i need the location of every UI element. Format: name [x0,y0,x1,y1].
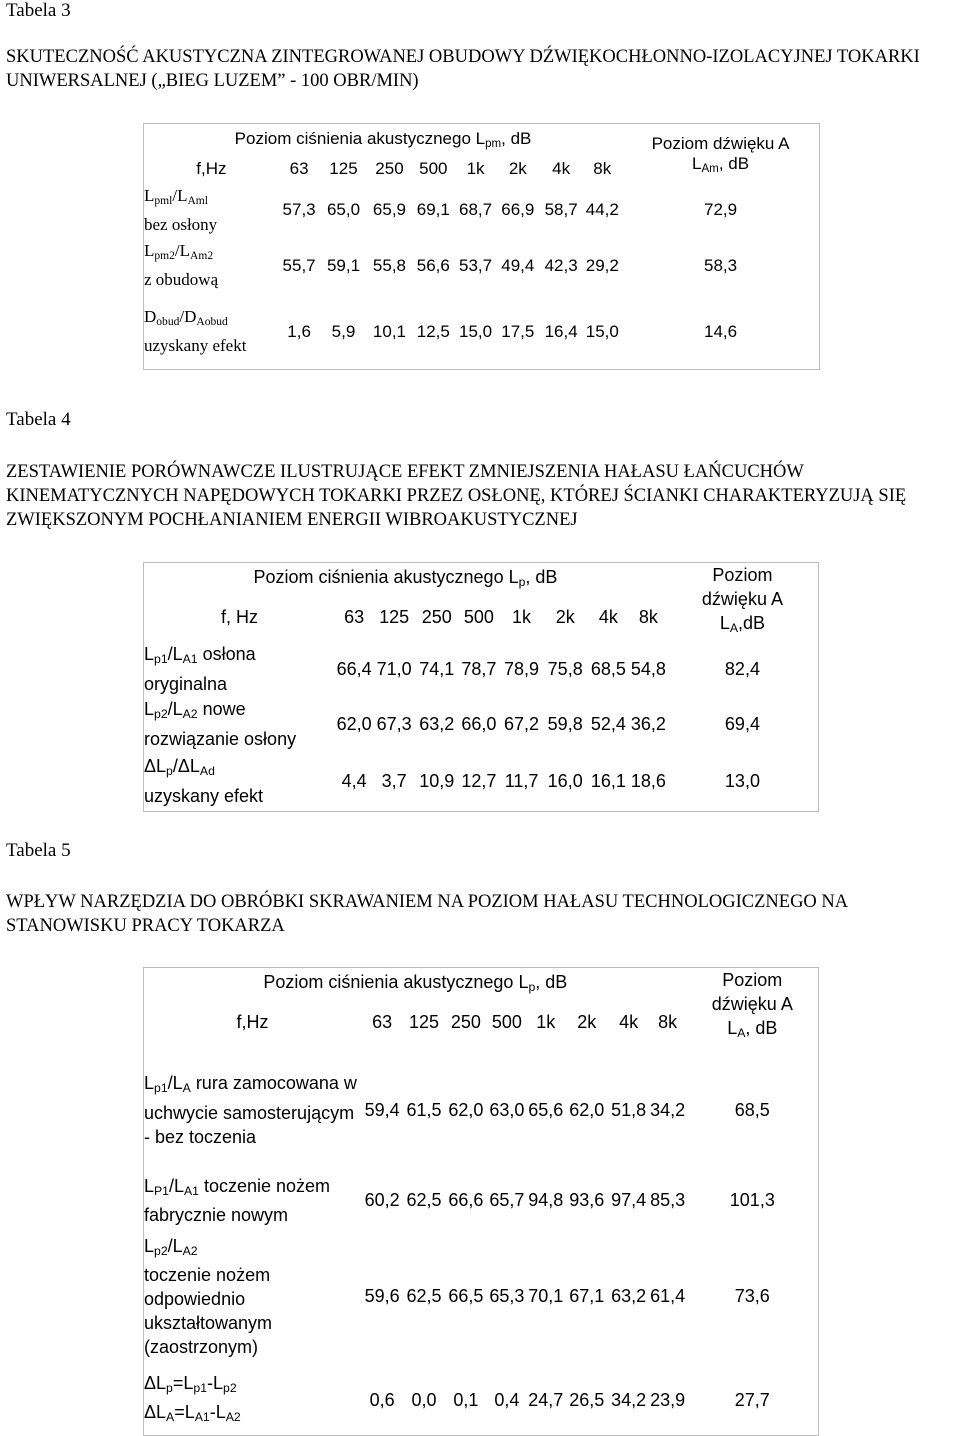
level-cell: 69,4 [724,713,760,734]
value-cell: 63,2 [419,713,455,734]
table3-group-header: Poziom ciśnienia akustycznego $L_{pm}$, dB [234,128,532,150]
value-cell: 67,2 [504,713,540,734]
row-symbol: /L [167,1073,183,1094]
value-cell: 56,6 [416,255,450,275]
freq-header: 63 [289,159,309,178]
table3-title: SKUTECZNOŚĆ AKUSTYCZNA ZINTEGROWANEJ OBUDOWY DŹWIĘKOCHŁONNO-IZOLACYJNEJ TOKARKI UNIWERSALNEJ („BIEG LUZEM” - 100 OBR/MIN) [6,47,920,91]
table-row [144,1046,818,1174]
value-cell: 11,7 [504,770,539,791]
value-cell: 93,6 [569,1190,605,1211]
row-description: uzyskany efekt [144,336,247,356]
table4-header-row [144,563,818,593]
freq-header: 500 [419,159,448,178]
value-cell: 34,2 [611,1389,647,1410]
freq-header: 2k [555,606,575,627]
freq-header: 250 [375,159,404,178]
row-header [144,1174,361,1227]
row-symbol-sub: p2 [223,1381,237,1396]
row-symbol-sub: Ad [199,764,215,779]
row-symbol: /D [179,307,197,327]
table5 [143,967,819,1436]
table-row [144,237,819,295]
table3-header-row [144,124,819,154]
value-cell: 67,3 [376,713,412,734]
row-symbol-sub: A2 [182,707,198,722]
value-cell: 66,9 [501,200,535,220]
row-description: nowe rozwiązanie osłony [144,699,297,749]
value-cell: 59,4 [364,1099,400,1120]
row-symbol-sub: A1 [184,1184,199,1199]
table4-freq-label: f, Hz [221,606,259,627]
row-symbol-sub: A1 [194,1410,210,1425]
value-cell: 24,7 [528,1389,564,1410]
value-cell: 0,6 [369,1389,395,1410]
row-description: osłona oryginalna [144,644,256,694]
value-cell: 66,5 [448,1285,484,1306]
row-symbol-sub: Aml [187,193,208,207]
freq-header: 125 [379,606,410,627]
row-symbol: -L [209,1402,226,1423]
value-cell: 15,0 [585,321,619,341]
freq-header: 4k [619,1011,639,1032]
value-cell: 70,1 [528,1285,564,1306]
row-symbol: ΔL [144,756,167,777]
value-cell: 59,6 [364,1285,400,1306]
value-cell: 36,2 [630,713,666,734]
value-cell: 55,8 [372,255,407,275]
value-cell: 62,5 [406,1190,442,1211]
table4-level-header: Poziom dźwięku A $L_A,dB$ [701,565,783,636]
value-cell: 75,8 [547,658,583,679]
value-cell: 10,9 [419,770,455,791]
freq-header: 63 [372,1011,393,1032]
value-cell: 17,5 [501,321,535,341]
value-cell: 34,2 [650,1099,686,1120]
row-description: z obudową [144,270,219,290]
table3-label: Tabela 3 [6,0,71,21]
table-row [144,1227,818,1365]
row-symbol: /L [167,1235,183,1256]
value-cell: 53,7 [459,255,493,275]
table5-level-header: Poziom dźwięku A $L_A$, dB [711,970,793,1041]
row-symbol-sub: pm2 [154,249,175,263]
row-symbol-sub: A [166,1410,175,1425]
value-cell: 68,5 [590,658,626,679]
value-cell: 29,2 [585,255,619,275]
value-cell: 23,9 [650,1389,686,1410]
value-cell: 42,3 [544,255,578,275]
table-row [144,295,819,369]
table3 [143,123,820,370]
row-header [144,237,279,295]
row-symbol: ΔL [144,1402,167,1423]
value-cell: 51,8 [611,1099,647,1120]
freq-header: 4k [552,159,571,178]
table5-group-header: Poziom ciśnienia akustycznego $L_p$, dB [263,971,568,995]
row-symbol-sub: p1 [193,1381,207,1396]
value-cell: 78,7 [461,658,497,679]
level-cell: 73,6 [734,1285,770,1306]
row-symbol: L [144,699,155,720]
row-symbol: =L [172,1373,194,1393]
row-symbol-sub: p2 [154,1243,168,1258]
value-cell: 66,0 [461,713,497,734]
value-cell: 4,4 [341,770,367,791]
freq-header: 8k [638,606,658,627]
table5-body [144,1046,818,1435]
row-header [144,1046,361,1174]
value-cell: 97,4 [611,1190,647,1211]
row-symbol-sub: A [182,1081,191,1096]
value-cell: 10,1 [372,321,407,341]
table-row [144,751,818,811]
freq-header: 1k [512,606,532,627]
table4-title: ZESTAWIENIE PORÓWNAWCZE ILUSTRUJĄCE EFEKT ZMNIEJSZENIA HAŁASU ŁAŃCUCHÓW KINEMATYCZNYCH NAPĘDOWYCH TOKARKI PRZEZ OSŁONĘ, KTÓREJ ŚCIANKI CHARAKTERYZUJĄ SIĘ ZWIĘKSZONYM POCHŁANIANIEM ENERGII WIBROAKUSTYCZNEJ [6,462,907,530]
freq-header: 63 [344,606,365,627]
level-cell: 72,9 [703,200,738,220]
row-symbol: L [144,1176,155,1196]
row-symbol-sub: A2 [225,1410,241,1425]
level-cell: 13,0 [724,770,760,791]
value-cell: 62,0 [448,1099,484,1120]
row-symbol: D [144,307,157,327]
freq-header: 2k [577,1011,597,1032]
value-cell: 69,1 [416,200,450,220]
row-symbol-sub: A1 [182,652,198,667]
row-header [144,184,279,237]
value-cell: 63,0 [489,1099,525,1120]
value-cell: 78,9 [504,658,540,679]
row-symbol-sub: p1 [154,1081,168,1096]
row-symbol: /ΔL [172,756,200,777]
row-header [144,641,335,697]
row-symbol: /L [172,186,188,205]
row-symbol-sub: A2 [182,1243,198,1258]
value-cell: 3,7 [381,770,407,791]
value-cell: 12,7 [461,770,497,791]
value-cell: 66,6 [448,1190,484,1211]
row-symbol-sub: P1 [154,1184,169,1199]
freq-header: 8k [593,159,612,178]
row-symbol: -L [207,1373,224,1393]
value-cell: 5,9 [331,321,356,341]
value-cell: 71,0 [376,658,412,679]
row-description: toczenie nożem odpowiednio ukształtowanym (zaostrzonym) [144,1264,273,1357]
table-row [144,697,818,751]
value-cell: 65,7 [489,1190,525,1211]
row-header [144,295,279,369]
row-description: toczenie nożem fabrycznie nowym [144,1176,331,1226]
value-cell: 26,5 [569,1389,605,1410]
row-header [144,751,335,811]
value-cell: 57,3 [282,200,316,220]
row-symbol: L [144,644,155,665]
table5-title: WPŁYW NARZĘDZIA DO OBRÓBKI SKRAWANIEM NA POZIOM HAŁASU TECHNOLOGICZNEGO NA STANOWISKU PRACY TOKARZA [6,892,848,936]
row-symbol: /L [174,241,191,261]
value-cell: 94,8 [528,1190,564,1211]
value-cell: 66,4 [336,658,372,679]
value-cell: 58,7 [544,200,578,220]
level-cell: 68,5 [734,1099,770,1120]
table-row [144,184,819,237]
value-cell: 61,5 [406,1099,442,1120]
row-symbol: ΔL [144,1373,167,1393]
row-symbol-sub: p [166,764,173,779]
value-cell: 49,4 [501,255,535,275]
value-cell: 52,4 [590,713,626,734]
table4-group-header: Poziom ciśnienia akustycznego $L_p$, dB [253,566,558,590]
value-cell: 65,9 [372,200,407,220]
row-symbol: L [144,241,155,261]
row-header [144,697,335,751]
freq-header: 250 [450,1011,481,1032]
value-cell: 65,0 [326,200,361,220]
row-symbol: /L [167,699,183,720]
value-cell: 18,6 [630,770,666,791]
value-cell: 65,6 [528,1099,564,1120]
level-cell: 14,6 [703,321,738,341]
level-cell: 101,3 [729,1190,775,1211]
table5-freq-label: f,Hz [236,1011,269,1032]
value-cell: 15,0 [459,321,493,341]
row-symbol-sub: pml [154,193,173,207]
row-symbol-sub: Am2 [190,249,214,263]
value-cell: 59,1 [326,255,361,275]
row-symbol-sub: Aobud [196,315,228,329]
value-cell: 16,4 [544,321,578,341]
value-cell: 63,2 [611,1285,647,1306]
freq-header: 125 [408,1011,440,1032]
row-symbol: =L [174,1402,195,1423]
value-cell: 0,0 [411,1389,437,1410]
value-cell: 61,4 [650,1285,686,1306]
value-cell: 12,5 [416,321,450,341]
row-symbol-sub: p1 [154,652,168,667]
row-symbol: L [144,186,155,205]
value-cell: 65,3 [489,1285,525,1306]
table-row [144,641,818,697]
freq-header: 500 [491,1011,522,1032]
value-cell: 16,0 [547,770,583,791]
row-header [144,1365,361,1435]
level-cell: 27,7 [734,1389,770,1410]
value-cell: 62,0 [569,1099,605,1120]
value-cell: 54,8 [630,658,666,679]
level-cell: 58,3 [703,255,738,275]
value-cell: 1,6 [287,321,311,341]
freq-header: 125 [329,159,358,178]
freq-header: 250 [421,606,452,627]
value-cell: 55,7 [282,255,316,275]
value-cell: 62,0 [336,713,372,734]
table4-body [144,641,818,811]
value-cell: 85,3 [650,1190,686,1211]
row-symbol: L [144,1235,155,1256]
value-cell: 59,8 [547,713,583,734]
row-header [144,1227,361,1365]
table5-label: Tabela 5 [6,840,71,861]
level-cell: 82,4 [724,658,760,679]
row-symbol: /L [168,1176,184,1196]
table3-level-header: Poziom dźwięku A $L_{Am}$, dB [651,133,790,175]
table-row [144,1174,818,1227]
freq-header: 2k [508,159,527,178]
freq-header: 1k [536,1011,556,1032]
row-symbol-sub: p [166,1381,173,1396]
row-description: bez osłony [144,214,218,234]
value-cell: 0,4 [494,1389,520,1410]
row-symbol-sub: obud [156,315,180,329]
table3-freq-label: f,Hz [196,159,227,178]
value-cell: 0,1 [453,1389,479,1410]
freq-header: 500 [463,606,494,627]
freq-header: 1k [466,159,485,178]
table4 [143,562,819,812]
table5-header-row [144,968,818,998]
value-cell: 16,1 [590,770,626,791]
row-symbol: /L [167,644,183,665]
table-row [144,1365,818,1435]
freq-header: 8k [658,1011,678,1032]
freq-header: 4k [598,606,618,627]
value-cell: 67,1 [569,1285,605,1306]
value-cell: 68,7 [459,200,493,220]
row-description: rura zamocowana w uchwycie samosterującym - bez toczenia [144,1073,357,1147]
table3-body [144,184,819,369]
table4-label: Tabela 4 [6,409,71,430]
row-symbol: L [144,1073,155,1094]
row-description: uzyskany efekt [144,785,264,806]
value-cell: 74,1 [419,658,455,679]
value-cell: 60,2 [364,1190,400,1211]
value-cell: 44,2 [585,200,619,220]
row-symbol-sub: p2 [154,707,168,722]
value-cell: 62,5 [406,1285,442,1306]
